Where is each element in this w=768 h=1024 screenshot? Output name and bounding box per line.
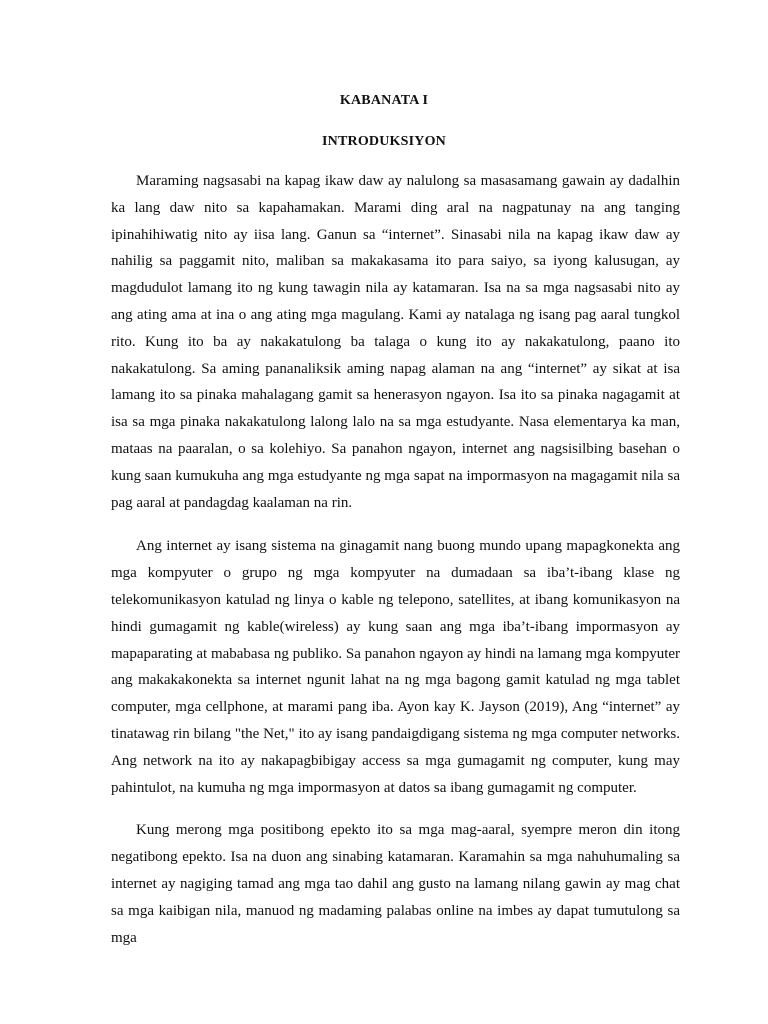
chapter-heading: KABANATA I: [339, 93, 429, 108]
paragraph: Maraming nagsasabi na kapag ikaw daw ay nalulong sa masasamang gawain ay dadalhin ka lang daw nito sa kapahamakan. Marami ding aral na nagpatunay na ang tanging ipinahihiwatig nito ay iisa lang. Ganun sa “internet”. Sinasabi nila na kapag ikaw daw ay nahilig sa paggamit nito, maliban sa makakasama ito para saiyo, sa iyong kalusugan, ay magdudulot lamang ito ng kung tawagin nila ay katamaran. Isa na sa mga nagsasabi nito ay ang ating ama at ina o ang ating mga magulang. Kami ay natalaga ng isang pag aaral tungkol rito. Kung ito ba ay nakakatulong ba talaga o kung ito ay nakakatulong, paano ito nakakatulong. Sa aming pananaliksik aming napag alaman na ang “internet” ay sikat at isa lamang ito sa pinaka mahalagang gamit sa henerasyon ngayon. Isa ito sa pinaka nagagamit at isa sa mga pinaka nakakatulong lalong lalo na sa mga estudyante. Nasa elementarya ka man, mataas na paaralan, o sa kolehiyo. Sa panahon ngayon, internet ang nagsisilbing basehan o kung saan kumukuha ang mga estudyante ng mga sapat na impormasyon na magagamit nila sa pag aaral at pandagdag kaalaman na rin.: [111, 173, 680, 511]
paragraph: Ang internet ay isang sistema na ginagamit nang buong mundo upang mapagkonekta ang mga kompyuter o grupo ng mga kompyuter na dumadaan sa iba’t-ibang klase ng telekomunikasyon katulad ng linya o kable ng telepono, satellites, at ibang komunikasyon na hindi gumagamit ng kable(wireless) ay kung saan ang mga iba’t-ibang impormasyon ay mapaparating at mababasa ng publiko. Sa panahon ngayon ay hindi na lamang mga kompyuter ang makakakonekta sa internet ngunit lahat na ng mga bagong gamit katulad ng mga tablet computer, mga cellphone, at marami pang iba. Ayon kay K. Jayson (2019), Ang “internet” ay tinatawag rin bilang "the Net," ito ay isang pandaigdigang sistema ng mga computer networks. Ang network na ito ay nakapagbibigay access sa mga gumagamit ng computer, kung may pahintulot, na kumuha ng mga impormasyon at datos sa ibang gumagamit ng computer.: [111, 538, 681, 796]
page-title: INTRODUKSIYON: [322, 134, 446, 149]
paragraph: Kung merong mga positibong epekto ito sa mga mag-aaral, syempre meron din itong negatibong epekto. Isa na duon ang sinabing katamaran. Karamahin sa mga nahuhumaling sa internet ay nagiging tamad ang mga tao dahil ang gusto na lamang nilang gawin ay mag chat sa mga kaibigan nila, manuod ng madaming palabas online na imbes ay dapat tumutulong sa mga: [111, 822, 680, 946]
body-text: [111, 168, 680, 951]
